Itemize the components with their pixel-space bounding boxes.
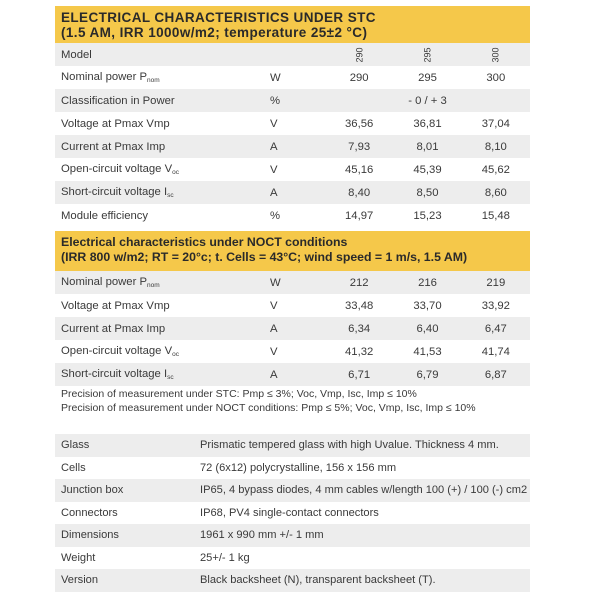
table-row xyxy=(55,271,530,294)
spec-value: IP68, PV4 single-contact connectors xyxy=(200,506,379,519)
stc-table xyxy=(55,43,530,227)
row-value: 6,47 xyxy=(462,317,530,340)
model-number: 295 xyxy=(422,46,433,63)
spec-value: 72 (6x12) polycrystalline, 156 x 156 mm xyxy=(200,461,397,474)
row-label-text: Open-circuit voltage V xyxy=(61,345,173,357)
stc-title: ELECTRICAL CHARACTERISTICS UNDER STC xyxy=(61,10,376,25)
row-label xyxy=(55,89,270,112)
row-value: 14,97 xyxy=(345,209,374,222)
row-unit: A xyxy=(270,181,325,204)
row-value: 15,23 xyxy=(413,209,442,222)
spec-value: Black backsheet (N), transparent backsheet (T). xyxy=(200,569,530,592)
row-label-text: Module efficiency xyxy=(61,209,149,222)
row-value: 41,74 xyxy=(481,345,510,358)
row-value: 15,48 xyxy=(481,209,510,222)
row-value: 6,34 xyxy=(325,317,393,340)
row-value: 8,50 xyxy=(393,181,461,204)
row-unit: A xyxy=(270,135,325,158)
table-row xyxy=(55,340,530,363)
row-value: 6,71 xyxy=(325,363,393,386)
row-value: 216 xyxy=(393,271,461,294)
spec-value: Prismatic tempered glass with high Uvalue. Thickness 4 mm. xyxy=(200,434,530,457)
row-label-text: Short-circuit voltage I xyxy=(61,186,168,198)
row-unit: % xyxy=(270,209,281,222)
stc-header xyxy=(55,6,530,43)
row-label-text: Voltage at Pmax Vmp xyxy=(61,299,170,312)
row-value: 212 xyxy=(325,271,393,294)
noct-conditions: (IRR 800 w/m2; RT = 20°c; t. Cells = 43°C; wind speed = 1 m/s, 1.5 AM) xyxy=(61,250,468,264)
row-label-text: Nominal power P xyxy=(61,276,148,288)
spec-label: Weight xyxy=(61,551,96,564)
row-unit: A xyxy=(270,317,325,340)
row-value: 6,79 xyxy=(393,363,461,386)
row-label xyxy=(55,181,270,204)
spec-label: Connectors xyxy=(61,506,118,519)
row-label xyxy=(55,135,270,158)
spec-label: Cells xyxy=(61,461,86,474)
row-value: 6,87 xyxy=(462,363,530,386)
spec-value: 25+/- 1 kg xyxy=(200,551,250,564)
spec-row xyxy=(55,434,530,457)
row-label xyxy=(55,66,270,89)
row-unit: V xyxy=(270,345,278,358)
stc-conditions: (1.5 AM, IRR 1000w/m2; temperature 25±2 °C) xyxy=(61,25,368,40)
spec-value: IP65, 4 bypass diodes, 4 mm cables w/length 100 (+) / 100 (-) cm2 xyxy=(200,479,530,502)
row-value: 36,56 xyxy=(345,117,374,130)
row-label-text: Classification in Power xyxy=(61,94,175,107)
row-value: 8,10 xyxy=(462,135,530,158)
table-row xyxy=(55,112,530,135)
row-value: 41,32 xyxy=(345,345,374,358)
spec-value: 1961 x 990 mm +/- 1 mm xyxy=(200,524,530,547)
row-label-subscript: nom xyxy=(147,77,160,84)
row-label-text: Short-circuit voltage I xyxy=(61,368,168,380)
model-label: Model xyxy=(55,43,270,66)
table-row xyxy=(55,204,530,227)
spec-row xyxy=(55,479,530,502)
model-row xyxy=(55,43,530,66)
row-label-text: Voltage at Pmax Vmp xyxy=(61,117,170,130)
row-label xyxy=(55,112,270,135)
row-unit: W xyxy=(270,71,281,84)
row-value: 33,48 xyxy=(345,299,374,312)
row-value: 36,81 xyxy=(413,117,442,130)
row-value: 6,40 xyxy=(393,317,461,340)
row-label-text: Current at Pmax Imp xyxy=(61,322,166,335)
table-row xyxy=(55,317,530,340)
row-unit: W xyxy=(270,271,325,294)
spec-label: Dimensions xyxy=(55,524,200,547)
row-value: 290 xyxy=(349,71,369,84)
table-row xyxy=(55,363,530,386)
spec-label: Version xyxy=(55,569,200,592)
row-label-text: Nominal power P xyxy=(61,71,148,83)
table-row xyxy=(55,294,530,317)
row-label xyxy=(55,317,270,340)
row-label xyxy=(55,158,270,181)
row-value: 33,70 xyxy=(413,299,442,312)
row-label-subscript: nom xyxy=(147,282,160,289)
row-label xyxy=(55,340,270,363)
row-value: 7,93 xyxy=(325,135,393,158)
row-value: 300 xyxy=(486,71,506,84)
row-value: 45,62 xyxy=(481,163,510,176)
spec-label: Glass xyxy=(55,434,200,457)
row-label-text: Current at Pmax Imp xyxy=(61,140,166,153)
spec-row xyxy=(55,502,530,525)
table-row xyxy=(55,89,530,112)
row-unit: A xyxy=(270,363,325,386)
row-value: 37,04 xyxy=(481,117,510,130)
row-value: - 0 / + 3 xyxy=(325,89,530,112)
row-value: 219 xyxy=(462,271,530,294)
spec-row xyxy=(55,569,530,592)
row-value: 45,39 xyxy=(413,163,442,176)
spec-row xyxy=(55,524,530,547)
row-unit: V xyxy=(270,117,278,130)
row-unit: % xyxy=(270,89,325,112)
row-label-subscript: oc xyxy=(172,351,180,358)
table-row xyxy=(55,181,530,204)
row-unit: V xyxy=(270,163,278,176)
spec-row xyxy=(55,547,530,570)
model-number: 290 xyxy=(354,46,365,63)
precision-noct: Precision of measurement under NOCT conditions: Pmp ≤ 5%; Voc, Vmp, Isc, Imp ≤ 10% xyxy=(61,402,476,414)
table-row xyxy=(55,158,530,181)
model-number: 300 xyxy=(490,46,501,63)
row-label xyxy=(55,271,270,294)
precision-stc: Precision of measurement under STC: Pmp ≤ 3%; Voc, Vmp, Isc, Imp ≤ 10% xyxy=(61,388,417,400)
noct-header xyxy=(55,231,530,271)
row-value: 295 xyxy=(418,71,437,84)
row-label xyxy=(55,294,270,317)
row-label-subscript: sc xyxy=(167,192,174,199)
table-row xyxy=(55,66,530,89)
noct-title: Electrical characteristics under NOCT conditions xyxy=(61,235,348,249)
row-value: 41,53 xyxy=(413,345,442,358)
row-label-text: Open-circuit voltage V xyxy=(61,163,173,175)
row-label xyxy=(55,363,270,386)
row-unit: V xyxy=(270,299,278,312)
row-value: 33,92 xyxy=(481,299,510,312)
row-label xyxy=(55,204,270,227)
row-label-subscript: oc xyxy=(172,169,180,176)
row-value: 8,60 xyxy=(462,181,530,204)
row-value: 8,40 xyxy=(325,181,393,204)
row-value: 45,16 xyxy=(345,163,374,176)
row-label-subscript: sc xyxy=(167,374,174,381)
noct-table xyxy=(55,271,530,386)
precision-notes xyxy=(61,387,476,415)
table-row xyxy=(55,135,530,158)
row-value: 8,01 xyxy=(393,135,461,158)
specs-table xyxy=(55,434,530,592)
spec-row xyxy=(55,457,530,480)
spec-label: Junction box xyxy=(55,479,200,502)
